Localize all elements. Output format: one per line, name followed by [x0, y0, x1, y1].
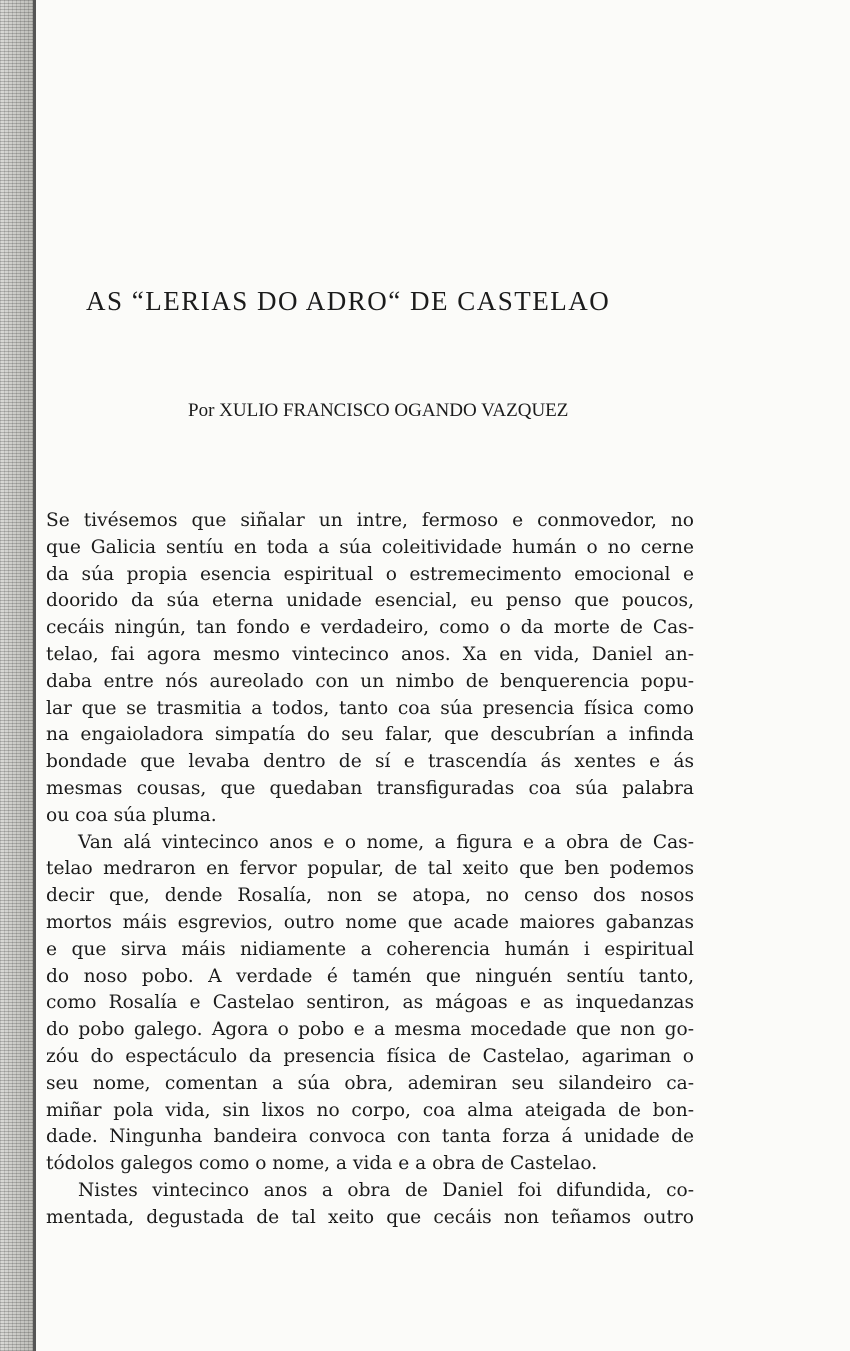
body-line: que Galicia sentíu en toda a súa coleitividade humán o no cerne [46, 536, 694, 558]
body-line: do pobo galego. Agora o pobo e a mesma mocedade que non go- [46, 1019, 694, 1041]
body-line: dade. Ningunha bandeira convoca con tanta forza á unidade de [46, 1126, 694, 1148]
body-line: na engaioladora simpatía do seu falar, que descubrían a infinda [46, 724, 694, 746]
body-line: mentada, degustada de tal xeito que cecáis non teñamos outro [46, 1206, 694, 1228]
body-line: daba entre nós aureolado con un nimbo de benquerencia popu- [46, 670, 694, 692]
body-line: Van alá vintecinco anos e o nome, a figura e a obra de Cas- [78, 831, 694, 853]
body-line: cecáis ningún, tan fondo e verdadeiro, como o da morte de Cas- [46, 617, 694, 639]
body-line: da súa propia esencia espiritual o estremecimento emocional e [46, 563, 694, 585]
body-line: mortos máis esgrevios, outro nome que acade maiores gabanzas [46, 911, 694, 933]
body-line: do noso pobo. A verdade é tamén que ninguén sentíu tanto, [46, 965, 694, 987]
body-line: mesmas cousas, que quedaban transfiguradas coa súa palabra [46, 777, 694, 799]
body-line: bondade que levaba dentro de sí e trascendía ás xentes e ás [46, 751, 694, 773]
body-line: doorido da súa eterna unidade esencial, eu penso que poucos, [46, 590, 694, 612]
body-line: telao medraron en fervor popular, de tal xeito que ben podemos [46, 858, 694, 880]
article-body [46, 508, 694, 1232]
body-line: tódolos galegos como o nome, a vida e a obra de Castelao. [46, 1153, 598, 1175]
body-line: decir que, dende Rosalía, non se atopa, no censo dos nosos [46, 885, 694, 907]
body-line: ou coa súa pluma. [46, 804, 217, 826]
body-line: seu nome, comentan a súa obra, ademiran seu silandeiro ca- [46, 1072, 694, 1094]
body-line: Nistes vintecinco anos a obra de Daniel foi difundida, co- [78, 1179, 694, 1201]
article-title: AS “LERIAS DO ADRO“ DE CASTELAO [86, 286, 611, 316]
body-line: como Rosalía e Castelao sentiron, as mágoas e as inquedanzas [46, 992, 694, 1014]
body-line: Se tivésemos que siñalar un intre, fermoso e conmovedor, no [46, 510, 694, 531]
body-line: miñar pola vida, sin lixos no corpo, coa alma ateigada de bon- [46, 1099, 694, 1121]
article-byline: Por XULIO FRANCISCO OGANDO VAZQUEZ [188, 400, 569, 421]
book-binding-edge [0, 0, 36, 1351]
body-line: e que sirva máis nidiamente a coherencia humán i espiritual [46, 938, 694, 960]
body-line: telao, fai agora mesmo vintecinco anos. Xa en vida, Daniel an- [46, 643, 694, 665]
body-line: lar que se trasmitia a todos, tanto coa súa presencia física como [46, 697, 694, 719]
body-line: zóu do espectáculo da presencia física de Castelao, agariman o [46, 1045, 694, 1067]
